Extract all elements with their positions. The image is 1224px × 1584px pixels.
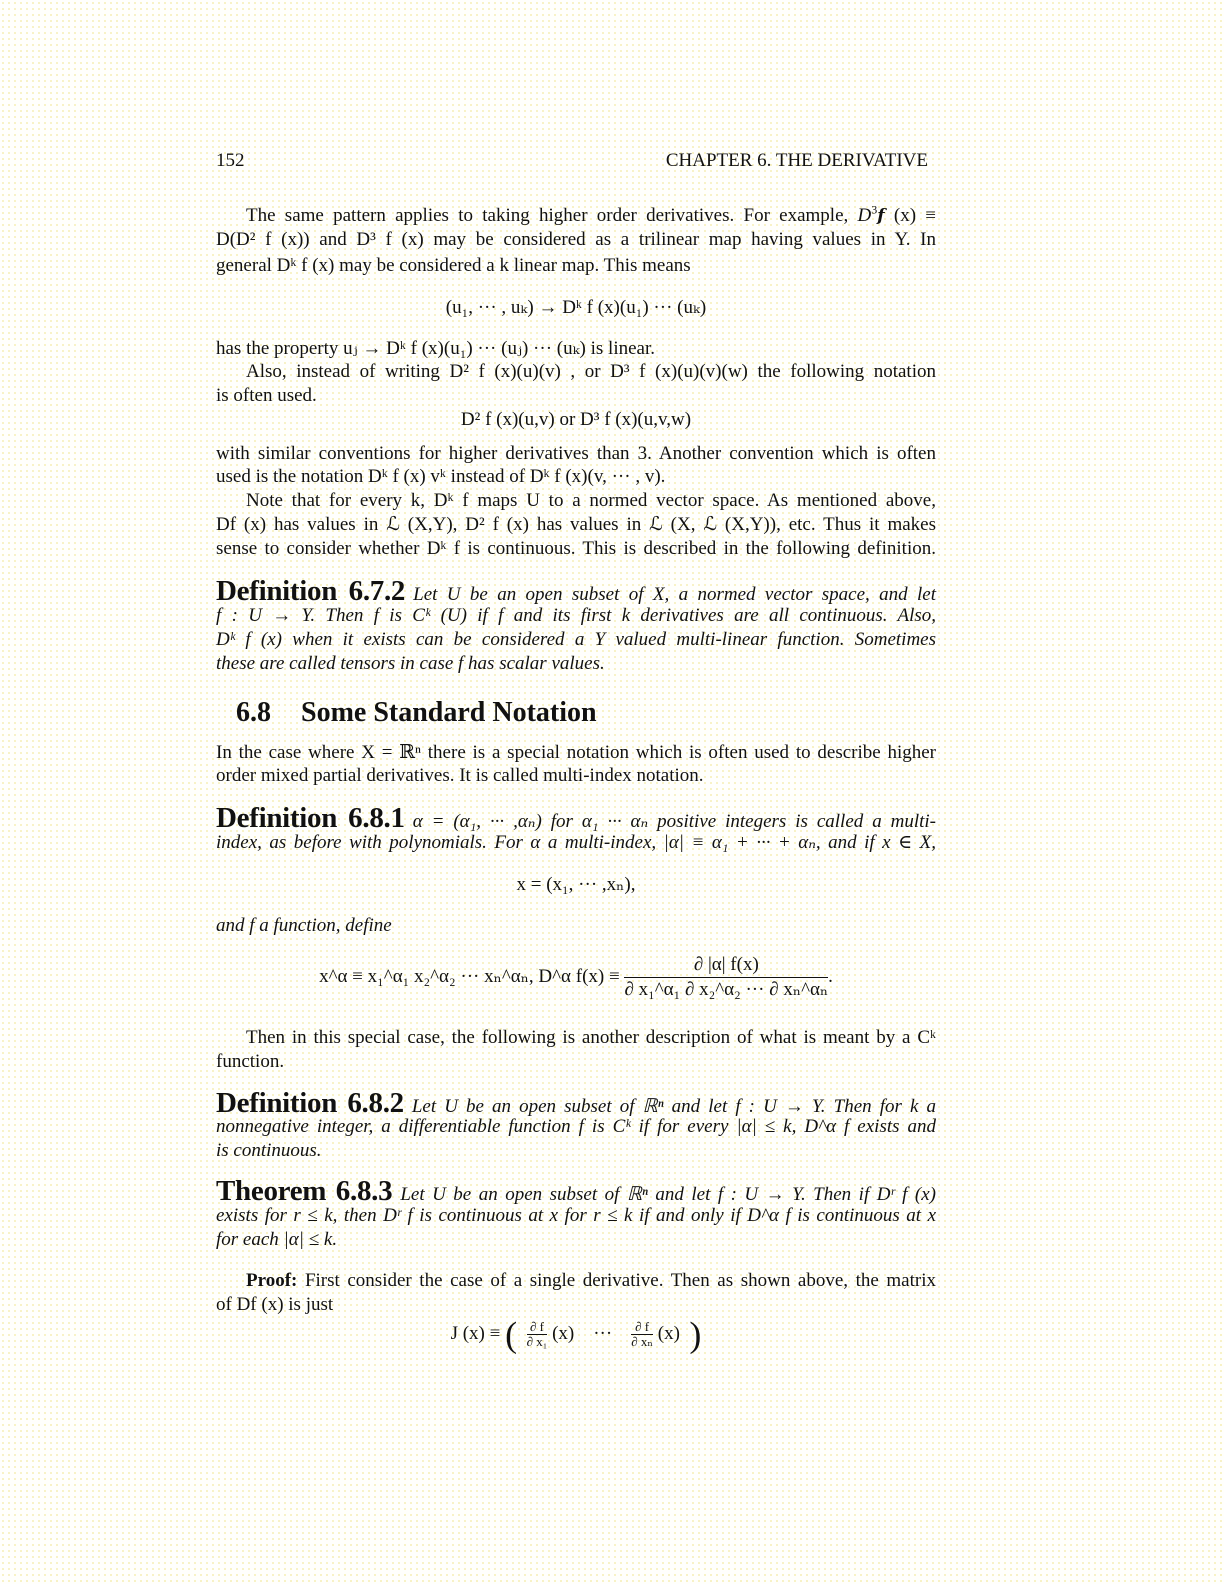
fraction-numerator: ∂ |α| f(x) [624,953,828,978]
definition-heading: Definition 6.8.1 [216,802,405,834]
definition-6-8-1-line1: Definition 6.8.1 α = (α₁, ··· ,αₙ) for α₁ ··· αₙ positive integers is called a multi- [216,802,936,834]
para4-line1: In the case where X = ℝⁿ there is a special notation which is often used to describe higher [216,742,936,763]
section-heading [236,697,597,729]
jacobian-arg: (x) [657,1323,680,1344]
para2-line2: Also, instead of writing D² f (x)(u)(v) , or D³ f (x)(u)(v)(w) the following notation [246,361,936,382]
equation-jacobian [216,1316,936,1353]
para3-line3: Note that for every k, Dᵏ f maps U to a normed vector space. As mentioned above, [246,490,936,511]
equation-period: . [828,966,833,987]
right-paren: ) [689,1314,702,1355]
definition-heading: Definition 6.8.2 [216,1087,404,1119]
section-title: Some Standard Notation [301,697,597,728]
equation-multilinear-map: (u₁, ··· , uₖ) → Dᵏ f (x)(u₁) ··· (uₖ) [445,297,707,318]
partial-fraction: $\frac{\partial f}{\text{∂ xₙ}}$ [631,1319,654,1350]
jacobian-dots: ··· [593,1323,613,1344]
definition-6-8-2-line1: Definition 6.8.2 Let U be an open subset of ℝⁿ and let f : U → Y. Then for k a [216,1087,936,1119]
running-header: CHAPTER 6. THE DERIVATIVE [665,150,928,171]
jacobian-lhs: J (x) ≡ [450,1323,501,1344]
para1-line3: general Dᵏ f (x) may be considered a k linear map. This means [216,255,691,276]
proof-line2: of Df (x) is just [216,1294,334,1315]
definition-6-8-2-line2: nonnegative integer, a differentiable function f is Cᵏ if for every |α| ≤ k, D^α f exists and [216,1116,936,1137]
proof-line1: Proof: First consider the case of a single derivative. Then as shown above, the matrix [246,1270,936,1291]
para5-line1: Then in this special case, the following is another description of what is meant by a Cᵏ [246,1027,936,1048]
fraction-denominator: ∂ x₁^α₁ ∂ x₂^α₂ ··· ∂ xₙ^αₙ [624,979,829,1001]
definition-6-8-2-line3: is continuous. [216,1140,322,1161]
definition-heading: Definition 6.7.2 [216,575,406,607]
para3-line4: Df (x) has values in ℒ (X,Y), D² f (x) has values in ℒ (X, ℒ (X,Y)), etc. Thus it makes [216,514,936,535]
para1-line1: The same pattern applies to taking higher order derivatives. For example, $D^3f$ (x) ≡ [246,202,937,226]
theorem-6-8-3-line3: for each |α| ≤ k. [216,1229,338,1250]
theorem-6-8-3-line1: Theorem 6.8.3 Let U be an open subset of ℝⁿ and let f : U → Y. Then if Dʳ f (x) [216,1175,936,1207]
theorem-heading: Theorem 6.8.3 [216,1175,393,1207]
equation-x-vector: x = (x₁, ··· ,xₙ), [516,874,636,895]
left-paren: ( [505,1314,518,1355]
partial-fraction: $\frac{\partial f}{\text{∂ x₁}}$ [526,1319,548,1350]
para4-line2: order mixed partial derivatives. It is called multi-index notation. [216,765,704,786]
para3-line2: used is the notation Dᵏ f (x) vᵏ instead of Dᵏ f (x)(v, ··· , v). [216,466,666,487]
section-number: 6.8 [236,697,271,728]
definition-6-7-2-line3: Dᵏ f (x) when it exists can be considered a Y valued multi-linear function. Sometimes [216,629,936,650]
para3-line1: with similar conventions for higher derivatives than 3. Another convention which is often [216,443,936,464]
equation-notation: D² f (x)(u,v) or D³ f (x)(u,v,w) [460,409,692,430]
para1-line2: D(D² f (x)) and D³ f (x) may be considered as a trilinear map having values in Y. In [216,229,936,250]
theorem-6-8-3-line2: exists for r ≤ k, then Dʳ f is continuous at x for r ≤ k if and only if D^α f is continuous at x [216,1205,936,1226]
definition-6-7-2-line2: f : U → Y. Then f is Cᵏ (U) if f and its first k derivatives are all continuous. Also, [216,605,936,626]
equation-lhs: x^α ≡ x₁^α₁ x₂^α₂ ··· xₙ^αₙ, D^α f(x) ≡ [319,966,620,987]
para5-line2: function. [216,1051,285,1072]
fraction [624,953,828,1002]
proof-label: Proof: [246,1270,298,1291]
page-number: 152 [216,150,245,171]
definition-6-8-1-line3: and f a function, define [216,915,392,936]
jacobian-arg: (x) [552,1323,575,1344]
definition-6-7-2-line1: Definition 6.7.2 Let U be an open subset of X, a normed vector space, and let [216,575,936,607]
para2-line3: is often used. [216,385,317,406]
equation-multi-index-derivative [216,952,936,1002]
para3-line5: sense to consider whether Dᵏ f is continuous. This is described in the following definition. [216,538,936,559]
definition-6-8-1-line2: index, as before with polynomials. For α a multi-index, |α| ≡ α₁ + ··· + αₙ, and if x ∈ X, [216,832,936,853]
para2-line1: has the property uⱼ → Dᵏ f (x)(u₁) ··· (uⱼ) ··· (uₖ) is linear. [216,338,655,359]
definition-6-7-2-line4: these are called tensors in case f has scalar values. [216,653,605,674]
